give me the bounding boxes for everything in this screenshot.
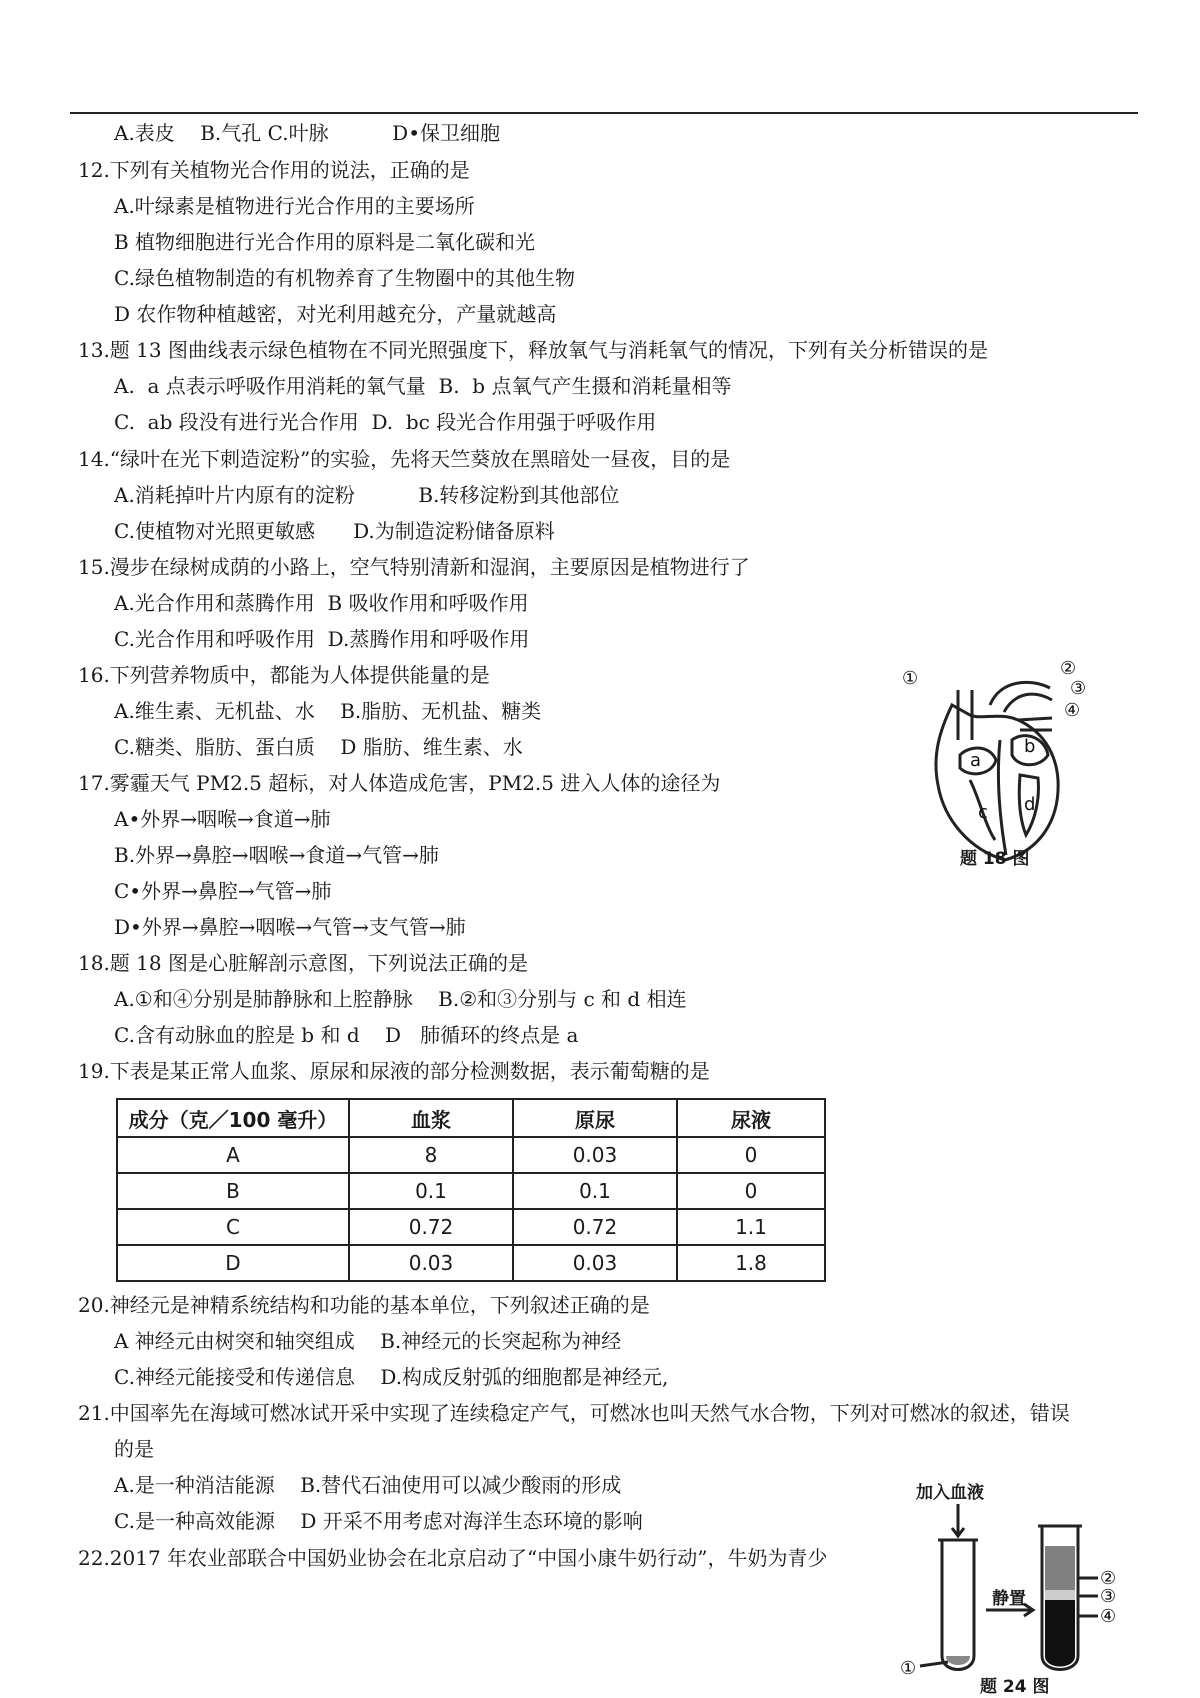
table-row [117, 1209, 825, 1245]
answer-option: A 神经元由树突和轴突组成 B.神经元的长突起称为神经 [114, 1329, 622, 1353]
question-stem: 16.下列营养物质中，都能为人体提供能量的是 [78, 663, 490, 687]
answer-option: C.糖类、脂肪、蛋白质 D 脂肪、维生素、水 [114, 735, 523, 759]
table-cell: 0.1 [513, 1173, 677, 1209]
table-cell: D [117, 1245, 349, 1281]
table-cell: B [117, 1173, 349, 1209]
heart-label-a: a [970, 750, 982, 771]
table-cell: A [117, 1137, 349, 1173]
question-stem: 14.“绿叶在光下刺造淀粉”的实验，先将天竺葵放在黑暗处一昼夜，目的是 [78, 447, 731, 471]
table-row [117, 1245, 825, 1281]
table-cell: 0.03 [513, 1137, 677, 1173]
table-cell: C [117, 1209, 349, 1245]
answer-option: A.光合作用和蒸腾作用 B 吸收作用和呼吸作用 [114, 591, 529, 615]
question-stem: 18.题 18 图是心脏解剖示意图，下列说法正确的是 [78, 951, 528, 975]
heart-label-d: d [1024, 794, 1036, 815]
answer-option: A.维生素、无机盐、水 B.脂肪、无机盐、糖类 [114, 699, 542, 723]
heart-label-4: ④ [1064, 700, 1081, 721]
table-cell: 1.1 [677, 1209, 825, 1245]
tube-label-3: ③ [1100, 1586, 1117, 1607]
table-cell: 1.8 [677, 1245, 825, 1281]
question-stem: 12.下列有关植物光合作用的说法，正确的是 [78, 158, 470, 182]
answer-option: D•外界→鼻腔→咽喉→气管→支气管→肺 [114, 915, 466, 939]
table-cell: 0 [677, 1173, 825, 1209]
answer-option: C•外界→鼻腔→气管→肺 [114, 879, 332, 903]
table-cell: 0.72 [513, 1209, 677, 1245]
heart-label-1: ① [902, 668, 919, 689]
tube-label-1: ① [900, 1658, 917, 1679]
table-cell: 0 [677, 1137, 825, 1173]
question-stem: 15.漫步在绿树成荫的小路上，空气特别清新和湿润，主要原因是植物进行了 [78, 555, 750, 579]
figure-18-caption: 题 18 图 [960, 849, 1030, 869]
answer-option: C.含有动脉血的腔是 b 和 d D 肺循环的终点是 a [114, 1023, 579, 1047]
question-stem: 17.雾霾天气 PM2.5 超标，对人体造成危害，PM2.5 进入人体的途径为 [78, 771, 721, 795]
answer-option: A.叶绿素是植物进行光合作用的主要场所 [114, 194, 475, 218]
table-cell: 0.72 [349, 1209, 513, 1245]
answer-option: C.绿色植物制造的有机物养育了生物圈中的其他生物 [114, 266, 575, 290]
question-stem: 22.2017 年农业部联合中国奶业协会在北京启动了“中国小康牛奶行动”，牛奶为青少 [78, 1546, 828, 1570]
answer-option: C.神经元能接受和传递信息 D.构成反射弧的细胞都是神经元, [114, 1365, 669, 1389]
header-rule [70, 112, 1138, 114]
heart-diagram-figure [900, 660, 1100, 870]
tube-label-4: ④ [1100, 1606, 1117, 1627]
detection-data-table [116, 1098, 826, 1282]
question-stem: 20.神经元是神精系统结构和功能的基本单位，下列叙述正确的是 [78, 1293, 650, 1317]
answer-option: A.表皮 B.气孔 C.叶脉 D•保卫细胞 [114, 121, 500, 145]
question-stem: 21.中国率先在海域可燃冰试开采中实现了连续稳定产气，可燃冰也叫天然气水合物，下列对可燃冰的叙述，错误 [78, 1401, 1070, 1425]
answer-option: C.使植物对光照更敏感 D.为制造淀粉储备原料 [114, 519, 555, 543]
table-cell: 0.03 [513, 1245, 677, 1281]
add-blood-label: 加入血液 [916, 1483, 984, 1503]
answer-option: A.消耗掉叶片内原有的淀粉 B.转移淀粉到其他部位 [114, 483, 620, 507]
heart-label-b: b [1024, 736, 1036, 757]
answer-option: 的是 [114, 1437, 154, 1461]
heart-label-c: c [978, 802, 988, 823]
table-header-row [117, 1099, 825, 1137]
blood-tube-figure [900, 1478, 1140, 1697]
table-cell: 0.03 [349, 1245, 513, 1281]
tube-label-2: ② [1100, 1568, 1117, 1589]
answer-option: A.是一种消洁能源 B.替代石油使用可以减少酸雨的形成 [114, 1473, 622, 1497]
table-header-cell: 原尿 [513, 1099, 677, 1137]
answer-option: A. a 点表示呼吸作用消耗的氧气量 B. b 点氧气产生摄和消耗量相等 [114, 374, 732, 398]
heart-diagram-image [900, 660, 1100, 870]
answer-option: B 植物细胞进行光合作用的原料是二氧化碳和光 [114, 230, 536, 254]
heart-label-2: ② [1060, 660, 1077, 679]
table-row [117, 1173, 825, 1209]
answer-option: B.外界→鼻腔→咽喉→食道→气管→肺 [114, 843, 439, 867]
answer-option: D 农作物种植越密，对光利用越充分，产量就越高 [114, 302, 557, 326]
table-cell: 8 [349, 1137, 513, 1173]
table-row [117, 1137, 825, 1173]
question-stem: 13.题 13 图曲线表示绿色植物在不同光照强度下，释放氧气与消耗氧气的情况，下列有关分析错误的是 [78, 338, 988, 362]
table-header-cell: 尿液 [677, 1099, 825, 1137]
answer-option: A•外界→咽喉→食道→肺 [114, 807, 331, 831]
heart-label-3: ③ [1070, 678, 1087, 699]
table-header-cell: 血浆 [349, 1099, 513, 1137]
settle-label: 静置 [992, 1589, 1026, 1609]
answer-option: A.①和④分别是肺静脉和上腔静脉 B.②和③分别与 c 和 d 相连 [114, 987, 687, 1011]
answer-option: C.光合作用和呼吸作用 D.蒸腾作用和呼吸作用 [114, 627, 530, 651]
table-cell: 0.1 [349, 1173, 513, 1209]
figure-24-caption: 题 24 图 [980, 1677, 1050, 1697]
answer-option: C.是一种高效能源 D 开采不用考虑对海洋生态环境的影响 [114, 1509, 643, 1533]
question-stem: 19.下表是某正常人血浆、原尿和尿液的部分检测数据，表示葡萄糖的是 [78, 1059, 710, 1083]
table-header-cell: 成分（克／100 毫升） [117, 1099, 349, 1137]
answer-option: C. ab 段没有进行光合作用 D. bc 段光合作用强于呼吸作用 [114, 410, 657, 434]
